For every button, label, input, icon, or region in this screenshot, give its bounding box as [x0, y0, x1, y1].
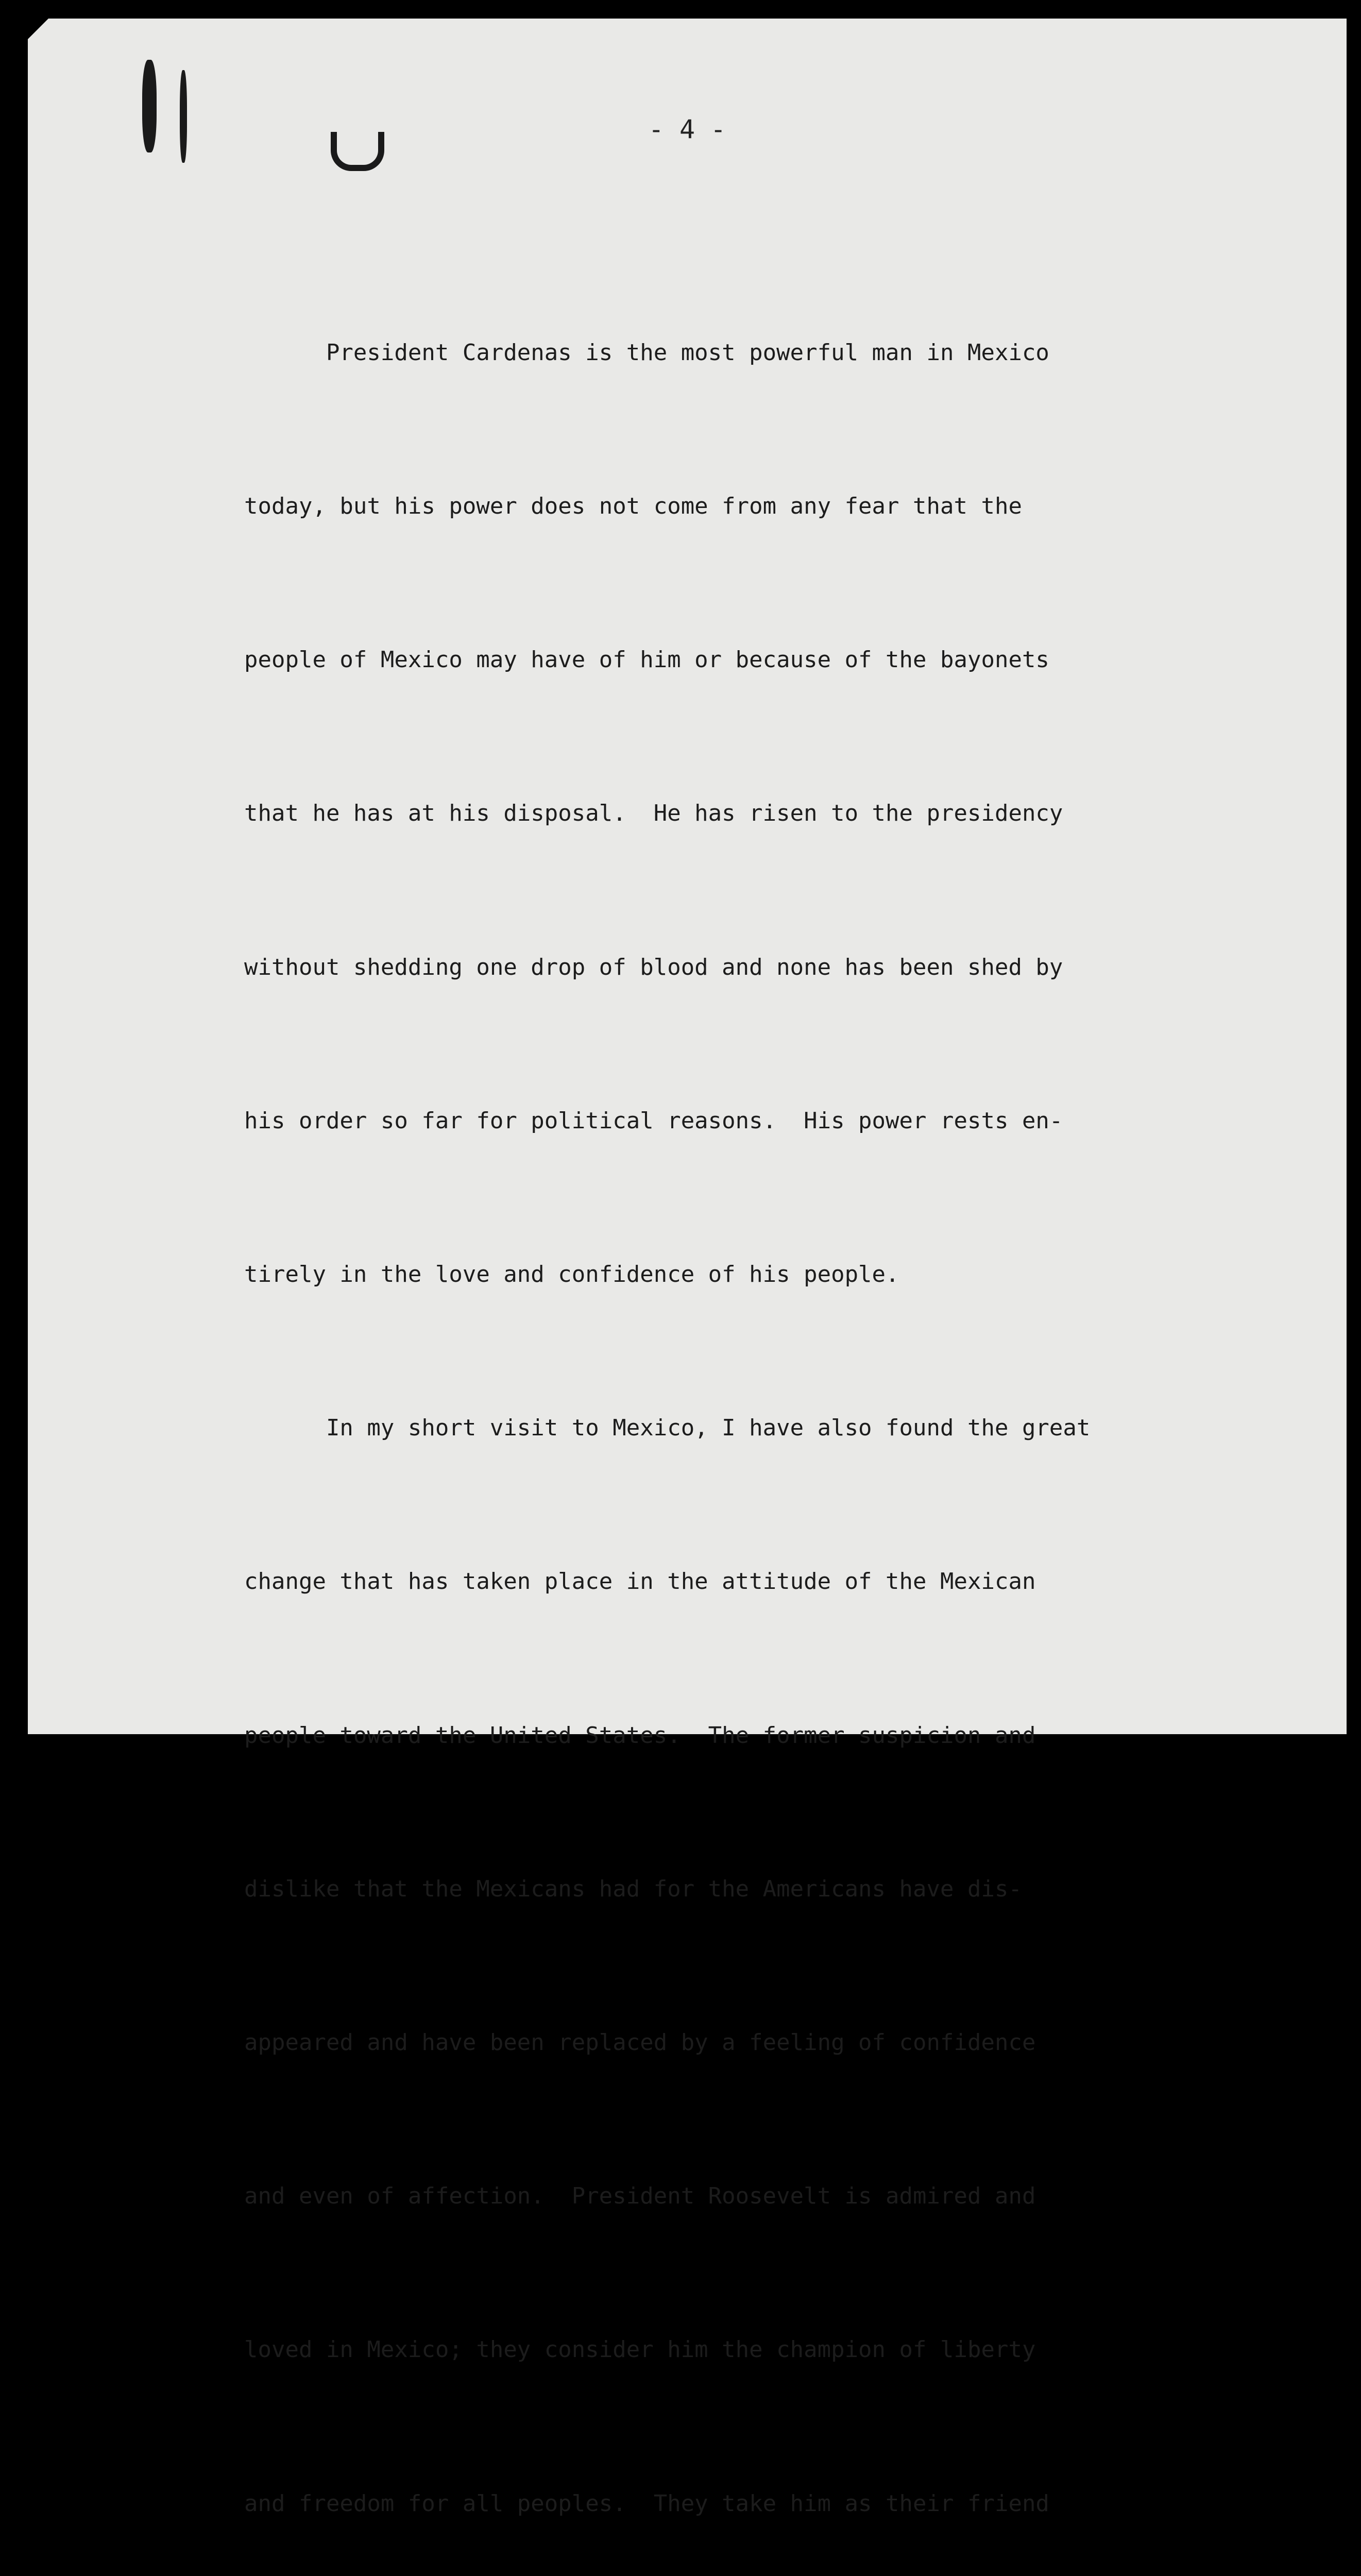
corner-fold — [28, 19, 48, 39]
text-line: change that has taken place in the attitude of the Mexican — [244, 1568, 1036, 1595]
text-line: In my short visit to Mexico, I have also found the great — [244, 1415, 1091, 1442]
page-number: - 4 - — [648, 114, 726, 144]
text-line: loved in Mexico; they consider him the champion of liberty — [244, 2336, 1036, 2363]
text-line: people toward the United States. The former suspicion and — [244, 1722, 1036, 1749]
text-line: President Cardenas is the most powerful man in Mexico — [244, 339, 1049, 366]
document-page — [28, 19, 1347, 2517]
text-line: dislike that the Mexicans had for the Americans have dis- — [244, 1875, 1022, 1902]
text-line: tirely in the love and confidence of his people. — [244, 1261, 899, 1288]
text-line: people of Mexico may have of him or because of the bayonets — [244, 647, 1049, 673]
text-line: and freedom for all peoples. They take him as their friend — [244, 2490, 1049, 2517]
text-line: that he has at his disposal. He has risen to the presidency — [244, 800, 1063, 827]
letter-body — [244, 225, 1274, 2576]
text-line: today, but his power does not come from any fear that the — [244, 493, 1022, 520]
text-line: his order so far for political reasons. His power rests en- — [244, 1107, 1063, 1134]
text-line: without shedding one drop of blood and none has been shed by — [244, 954, 1063, 980]
text-line: appeared and have been replaced by a feeling of confidence — [244, 2029, 1036, 2056]
text-line: and even of affection. President Roosevelt is admired and — [244, 2183, 1036, 2210]
